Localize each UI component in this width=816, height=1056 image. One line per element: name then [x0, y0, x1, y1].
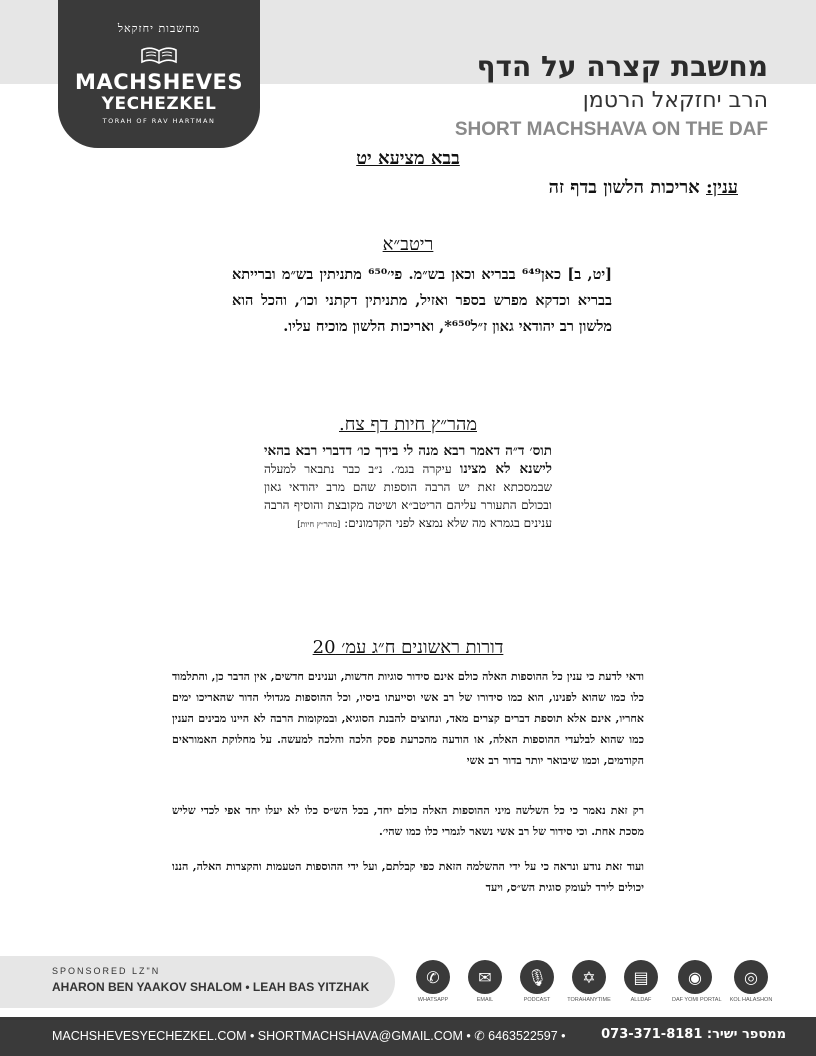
topic-text: אריכות הלשון בדף זה	[548, 177, 700, 198]
logo-tagline: TORAH OF RAV HARTMAN	[102, 117, 216, 125]
dorot-paragraph-2: רק זאת נאמר כי כל השלשה מיני ההוספות האלה כולם יחד, בכל הש״ס כלו לא יעלו יחד אפי לכדי שליש מסכת אחת. וכי סידור של רב אשי נשאר לגמרי כלו כמו שהי׳.	[172, 804, 644, 838]
footer-direct-line[interactable]: ממספר ישיר: 073-371-8181	[601, 1027, 786, 1042]
ritva-text: [יט, ב] כאן⁶⁴⁹ בבריא וכאן בש״מ. פי׳⁶⁵⁰ מתניתין בש״מ וברייתא בבריא וכדקא מפרש בספר ואזיל, מתניתין דקתני וכו׳, והכל הוא מלשון רב יהודאי גאון ז״ל⁶⁵⁰*, ואריכות הלשון מוכיח עליו.	[232, 266, 612, 335]
ritva-heading	[0, 234, 816, 255]
dafyomi-portal-icon: ◉	[678, 960, 712, 994]
topic-heading	[549, 177, 738, 198]
sponsor-label: SPONSORED LZ"N	[52, 966, 161, 976]
maharatz-bold-text: תוס׳ ד״ה דאמר רבא מנה לי בידך כו׳ דדברי רבא בהאי לישנא לא מצינו	[264, 443, 552, 477]
dorot-heading-text: דורות ראשונים ח״ג עמ׳ 20	[312, 637, 504, 658]
alldaf-link[interactable]	[618, 960, 664, 1003]
sponsor-names: AHARON BEN YAAKOV SHALOM • LEAH BAS YITZHAK	[52, 980, 370, 994]
tractate-heading	[0, 148, 816, 169]
maharatz-source: [מהר״ץ חיות]	[297, 520, 341, 529]
email-icon: ✉	[468, 960, 502, 994]
author-name-hebrew: הרב יחזקאל הרטמן	[582, 88, 768, 113]
maharatz-heading	[0, 414, 816, 435]
alldaf-label: ALLDAF	[630, 997, 652, 1003]
podcast-link[interactable]	[514, 960, 560, 1003]
podcast-label: PODCAST	[523, 997, 551, 1003]
logo-name-line1: MACHSHEVES	[75, 70, 243, 94]
page-title-hebrew: מחשבת קצרה על הדף	[476, 50, 768, 83]
contact-icons	[410, 960, 780, 1006]
alldaf-icon: ▤	[624, 960, 658, 994]
kolhalashon-link[interactable]	[728, 960, 774, 1003]
whatsapp-icon: ✆	[416, 960, 450, 994]
email-link[interactable]	[462, 960, 508, 1003]
whatsapp-link[interactable]	[410, 960, 456, 1003]
torahanytime-link[interactable]	[566, 960, 612, 1003]
dafyomi-portal-link[interactable]	[672, 960, 722, 1003]
open-book-icon	[140, 44, 178, 66]
torahanytime-icon: ✡	[572, 960, 606, 994]
sponsor-bar	[0, 956, 395, 1008]
podcast-icon: 🎙	[520, 960, 554, 994]
kolhalashon-label: KOL HALASHON	[729, 997, 773, 1003]
ritva-heading-text: ריטב״א	[382, 234, 434, 255]
maharatz-body-text: עיקרה בגמ׳. נ״ב כבר נתבאר למעלה שבמסכתא זאת יש הרבה הוספות שהם מרב יהודאי גאון ובכולם התעורר עליהם הריטב״א ושיטה מקובצת והוסיף הרבה ענינים בגמרא מה שלא נמצא לפני הקדמונים:	[264, 462, 552, 530]
dorot-heading	[0, 637, 816, 658]
logo-name-line2: YECHEZKEL	[101, 94, 217, 114]
maharatz-heading-text: מהר״ץ חיות דף צח.	[339, 414, 477, 435]
tractate-text: בבא מציעא יט	[356, 148, 460, 169]
page-title-english: SHORT MACHSHAVA ON THE DAF	[454, 119, 768, 140]
dorot-paragraph-3: ועוד זאת נודע ונראה כי על ידי ההשלמה הזאת כפי קבלתם, ועל ידי ההוספות הטעמות והקצרות האלה, הננו יכולים לירד לעומק סוגית הש״ס, ויעד	[172, 860, 644, 894]
footer-bar	[0, 1017, 816, 1056]
whatsapp-label: WHATSAPP	[417, 997, 449, 1003]
kolhalashon-icon: ◎	[734, 960, 768, 994]
logo-hebrew: מחשבות יחזקאל	[117, 22, 201, 35]
maharatz-text	[264, 442, 552, 534]
email-label: EMAIL	[476, 997, 494, 1003]
footer-contact[interactable]: MACHSHEVESYECHEZKEL.COM • SHORTMACHSHAVA@GMAIL.COM • ✆ 6463522597 •	[52, 1029, 566, 1043]
dorot-paragraph-1: ודאי לדעת כי ענין כל ההוספות האלה כולם אינם סידור סוגיות חדשות, וענינים חדשים, אין הדבר כן, והתלמוד כלו כמו שהוא לפנינו, הוא כמו סידורו של רב אשי וסייעתו ביסיו, וכל ההוספות מגדולי הדור שהאריכו ימים אחריו, אינם אלא תוספת דברים קצרים מאד, ונחוצים להבנת הסוגיא, ובמקומות הרבה לא היינו מבינים הענין כמו שהוא לבלעדי ההוספות האלה, או הודעה מהכרעת פסק הלכה והלכה למעשה. על מחלוקת האמוראים הקודמים, וכמו שיבואר יותר בדור רב אשי	[172, 670, 644, 767]
torahanytime-label: TORAHANYTIME	[567, 997, 611, 1003]
topic-label: ענין:	[706, 177, 738, 198]
logo	[58, 0, 260, 148]
dafyomi-portal-label: DAF YOMI PORTAL	[672, 997, 722, 1003]
